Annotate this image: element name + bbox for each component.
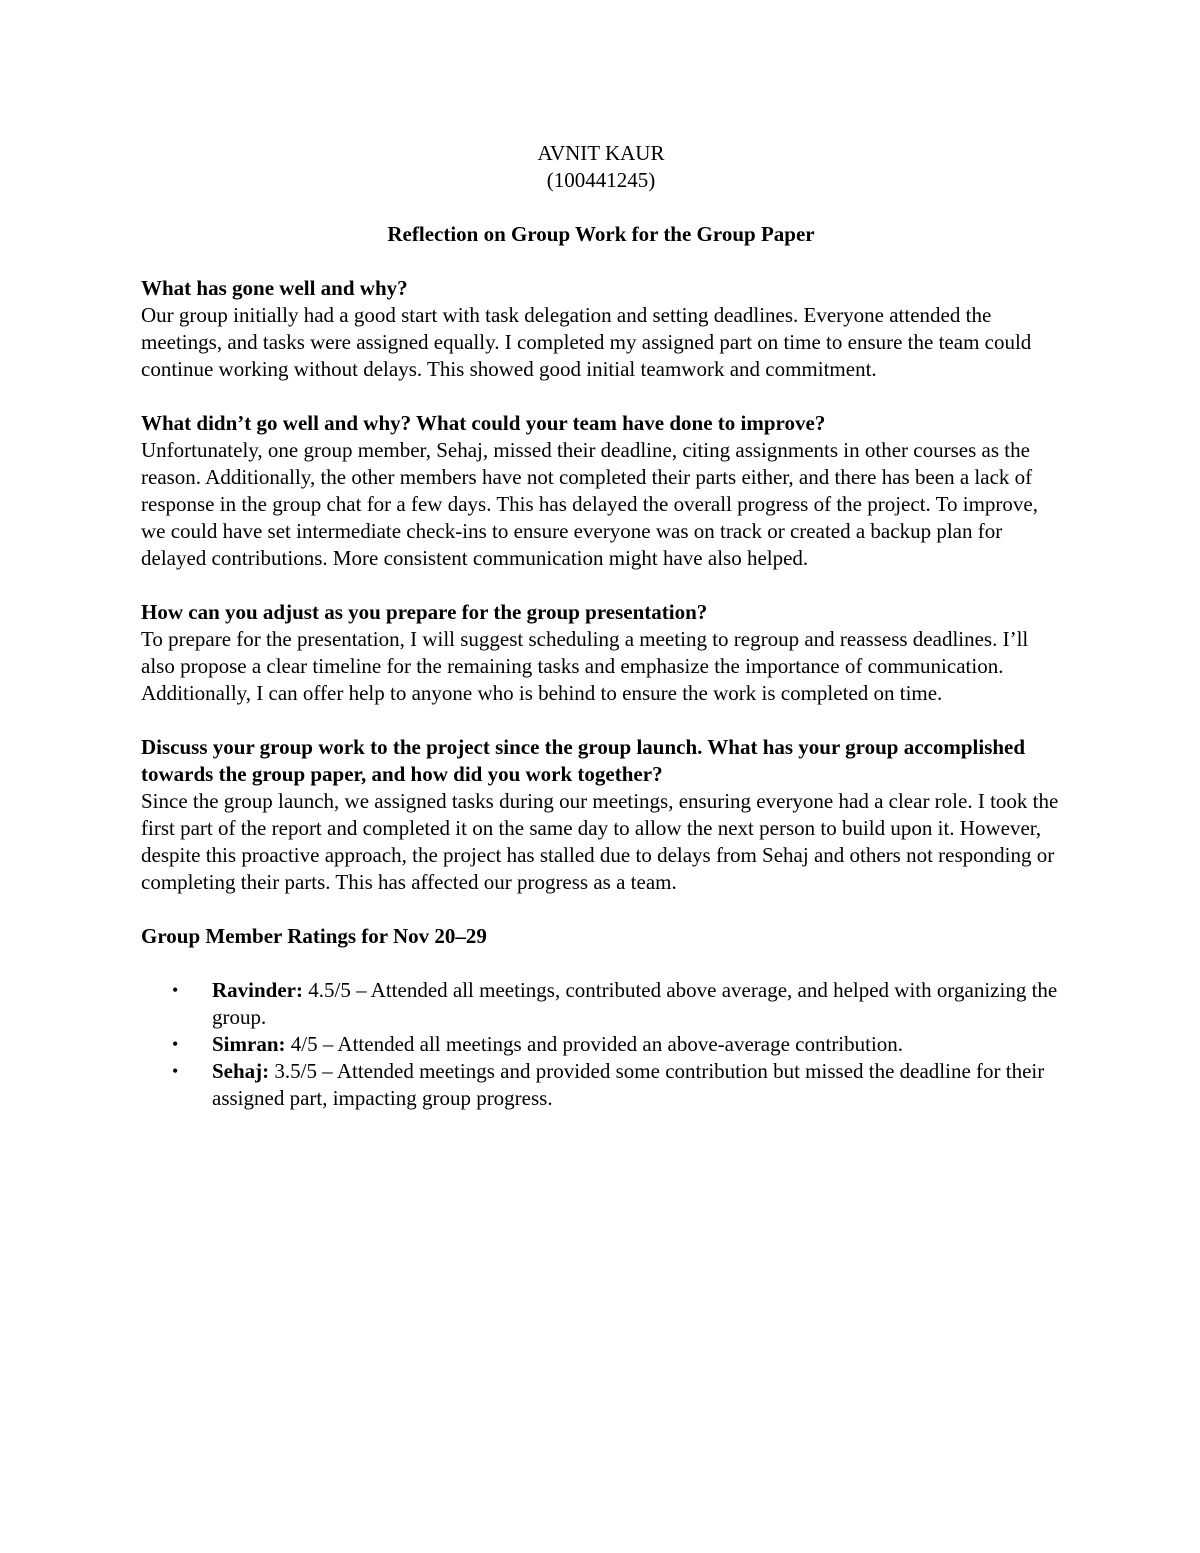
section-group-work <box>141 734 1061 896</box>
author-block <box>141 140 1061 194</box>
author-id: (100441245) <box>546 168 656 192</box>
rating-item-sehaj <box>141 1058 1061 1112</box>
rating-item-ravinder <box>141 977 1061 1031</box>
bullet-icon: • <box>172 1061 179 1081</box>
bullet-icon: • <box>172 1034 179 1054</box>
author-name: AVNIT KAUR <box>537 141 665 165</box>
document-page <box>141 140 1061 1112</box>
rating-item-simran <box>141 1031 1061 1058</box>
member-name: Sehaj: <box>212 1059 270 1083</box>
section-body: To prepare for the presentation, I will suggest scheduling a meeting to regroup and reassess deadlines. I’ll also propose a clear timeline for the remaining tasks and emphasize the importance of communication. Additionally, I can offer help to anyone who is behind to ensure the work is completed on time. <box>141 627 1029 705</box>
member-name: Simran: <box>212 1032 286 1056</box>
ratings-title: Group Member Ratings for Nov 20–29 <box>141 924 487 948</box>
member-name: Ravinder: <box>212 978 303 1002</box>
section-didnt-go-well <box>141 410 1061 572</box>
ratings-list <box>141 977 1061 1112</box>
ratings-section <box>141 923 1061 1112</box>
rating-text: 3.5/5 – Attended meetings and provided some contribution but missed the deadline for their assigned part, impacting group progress. <box>212 1059 1045 1110</box>
section-presentation-adjust <box>141 599 1061 707</box>
rating-text: 4.5/5 – Attended all meetings, contributed above average, and helped with organizing the group. <box>212 978 1058 1029</box>
document-title: Reflection on Group Work for the Group Paper <box>387 222 815 246</box>
section-heading: What didn’t go well and why? What could your team have done to improve? <box>141 411 826 435</box>
section-heading: What has gone well and why? <box>141 276 408 300</box>
section-body: Unfortunately, one group member, Sehaj, missed their deadline, citing assignments in other courses as the reason. Additionally, the other members have not completed their parts either, and there has been a lack of response in the group chat for a few days. This has delayed the overall progress of the project. To improve, we could have set intermediate check-ins to ensure everyone was on track or created a backup plan for delayed contributions. More consistent communication might have also helped. <box>141 438 1038 570</box>
section-heading: How can you adjust as you prepare for the group presentation? <box>141 600 708 624</box>
section-body: Our group initially had a good start with task delegation and setting deadlines. Everyone attended the meetings, and tasks were assigned equally. I completed my assigned part on time to ensure the team could continue working without delays. This showed good initial teamwork and commitment. <box>141 303 1032 381</box>
section-went-well <box>141 275 1061 383</box>
section-body: Since the group launch, we assigned tasks during our meetings, ensuring everyone had a clear role. I took the first part of the report and completed it on the same day to allow the next person to build upon it. However, despite this proactive approach, the project has stalled due to delays from Sehaj and others not responding or completing their parts. This has affected our progress as a team. <box>141 789 1059 894</box>
rating-text: 4/5 – Attended all meetings and provided an above-average contribution. <box>285 1032 904 1056</box>
section-heading: Discuss your group work to the project since the group launch. What has your group accomplished towards the group paper, and how did you work together? <box>141 735 1026 786</box>
bullet-icon: • <box>172 980 179 1000</box>
